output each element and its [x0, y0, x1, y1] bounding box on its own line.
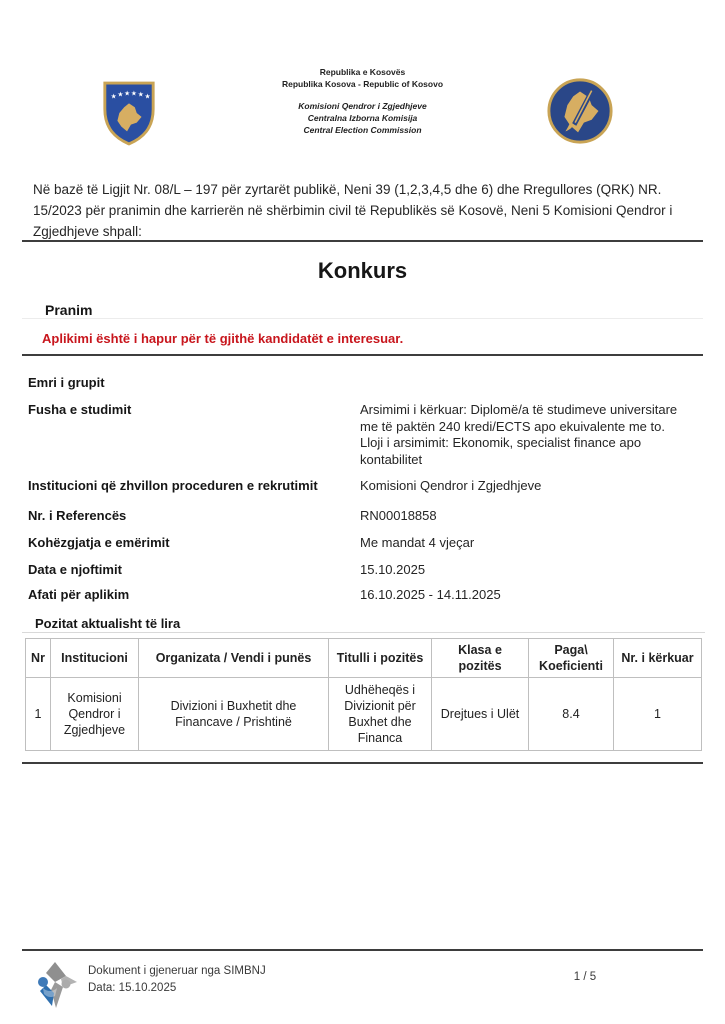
- divider: [22, 762, 703, 764]
- field-label: Afati për aplikim: [28, 587, 130, 602]
- org-name-english: Central Election Commission: [303, 125, 422, 135]
- column-header-salary-coefficient: Paga\ Koeficienti: [529, 639, 614, 678]
- header-titles: [0, 66, 725, 136]
- footer-text: [88, 963, 266, 997]
- application-open-notice: Aplikimi është i hapur për të gjithë kandidatët e interesuar.: [42, 331, 404, 346]
- generated-by-text: Dokument i gjeneruar nga SIMBNJ: [88, 965, 266, 977]
- field-value: 16.10.2025 - 14.11.2025: [360, 587, 501, 602]
- vacancy-details: [28, 375, 700, 604]
- cell-institution: Komisioni Qendror i Zgjedhjeve: [51, 678, 139, 751]
- field-row: [28, 535, 700, 552]
- column-header-position-class: Klasa e pozitës: [432, 639, 529, 678]
- field-row: [28, 375, 700, 391]
- page-title: Konkurs: [317, 258, 408, 283]
- section-subtitle: Pranim: [45, 302, 93, 318]
- field-label: Data e njoftimit: [28, 561, 122, 577]
- state-name-albanian: Republika e Kosovës: [319, 67, 406, 77]
- svg-text:★: ★: [117, 91, 124, 99]
- field-value: Komisioni Qendror i Zgjedhjeve: [360, 478, 542, 493]
- cell-number-requested: 1: [614, 678, 702, 751]
- svg-text:★: ★: [144, 93, 151, 101]
- table-row: [26, 678, 702, 751]
- field-label: Institucioni që zhvillon proceduren e rekrutimit: [28, 478, 318, 493]
- page-number: 1 / 5: [573, 971, 597, 983]
- state-name-translations: Republika Kosova - Republic of Kosovo: [281, 79, 444, 89]
- svg-text:★: ★: [124, 90, 131, 98]
- legal-basis-paragraph: Në bazë të Ligjit Nr. 08/L – 197 për zyrtarët publikë, Neni 39 (1,2,3,4,5 dhe 6) dhe Rregullores (QRK) NR. 15/2023 për pranimin dhe karrierën në shërbimin civil të Republikës së Kosovë, Neni 5 Komisioni Qendror i Zgjedhjeve shpall:: [33, 182, 673, 239]
- cell-salary-coefficient: 8.4: [529, 678, 614, 751]
- divider: [22, 632, 705, 633]
- generated-date-text: Data: 15.10.2025: [88, 982, 177, 994]
- field-label: Kohëzgjatja e emërimit: [28, 535, 170, 550]
- svg-text:★: ★: [110, 93, 117, 101]
- table-header-row: [26, 639, 702, 678]
- field-row: [28, 508, 700, 525]
- cell-organization: Divizioni i Buxhetit dhe Financave / Prishtinë: [139, 678, 329, 751]
- svg-text:★: ★: [130, 90, 137, 98]
- election-commission-emblem-icon: [545, 76, 615, 151]
- cell-position-class: Drejtues i Ulët: [432, 678, 529, 751]
- field-row: [28, 478, 700, 495]
- org-name-albanian: Komisioni Qendror i Zgjedhjeve: [298, 101, 427, 111]
- field-row: [28, 402, 700, 468]
- field-row: [28, 562, 700, 579]
- positions-table: [25, 638, 702, 751]
- cell-nr: 1: [26, 678, 51, 751]
- column-header-number-requested: Nr. i kërkuar: [614, 639, 702, 678]
- divider: [22, 318, 703, 319]
- column-header-institution: Institucioni: [51, 639, 139, 678]
- field-value: RN00018858: [360, 507, 437, 523]
- column-header-nr: Nr: [26, 639, 51, 678]
- cell-position-title: Udhëheqës i Divizionit për Buxhet dhe Financa: [329, 678, 432, 751]
- divider: [22, 240, 703, 242]
- column-header-organization: Organizata / Vendi i punës: [139, 639, 329, 678]
- simbnj-logo-icon: [33, 960, 79, 1015]
- divider: [22, 354, 703, 356]
- field-value: Me mandat 4 vjeçar: [360, 535, 475, 550]
- org-name-serbian: Centralna Izborna Komisija: [307, 113, 418, 123]
- field-label: Fusha e studimit: [28, 402, 132, 417]
- column-header-position-title: Titulli i pozitës: [329, 639, 432, 678]
- field-value: Arsimimi i kërkuar: Diplomë/a të studimeve universitare me të paktën 240 kredi/ECTS apo ekuivalente me to. Lloji i arsimimit: Ekonomik, specialist finance apo kontabilitet: [360, 402, 678, 467]
- positions-heading: Pozitat aktualisht të lira: [35, 616, 181, 631]
- svg-text:★: ★: [137, 91, 144, 99]
- field-label: Nr. i Referencës: [28, 507, 127, 523]
- field-label: Emri i grupit: [28, 375, 105, 390]
- footer-divider: [22, 949, 703, 951]
- field-value: 15.10.2025: [360, 561, 426, 577]
- field-row: [28, 587, 700, 604]
